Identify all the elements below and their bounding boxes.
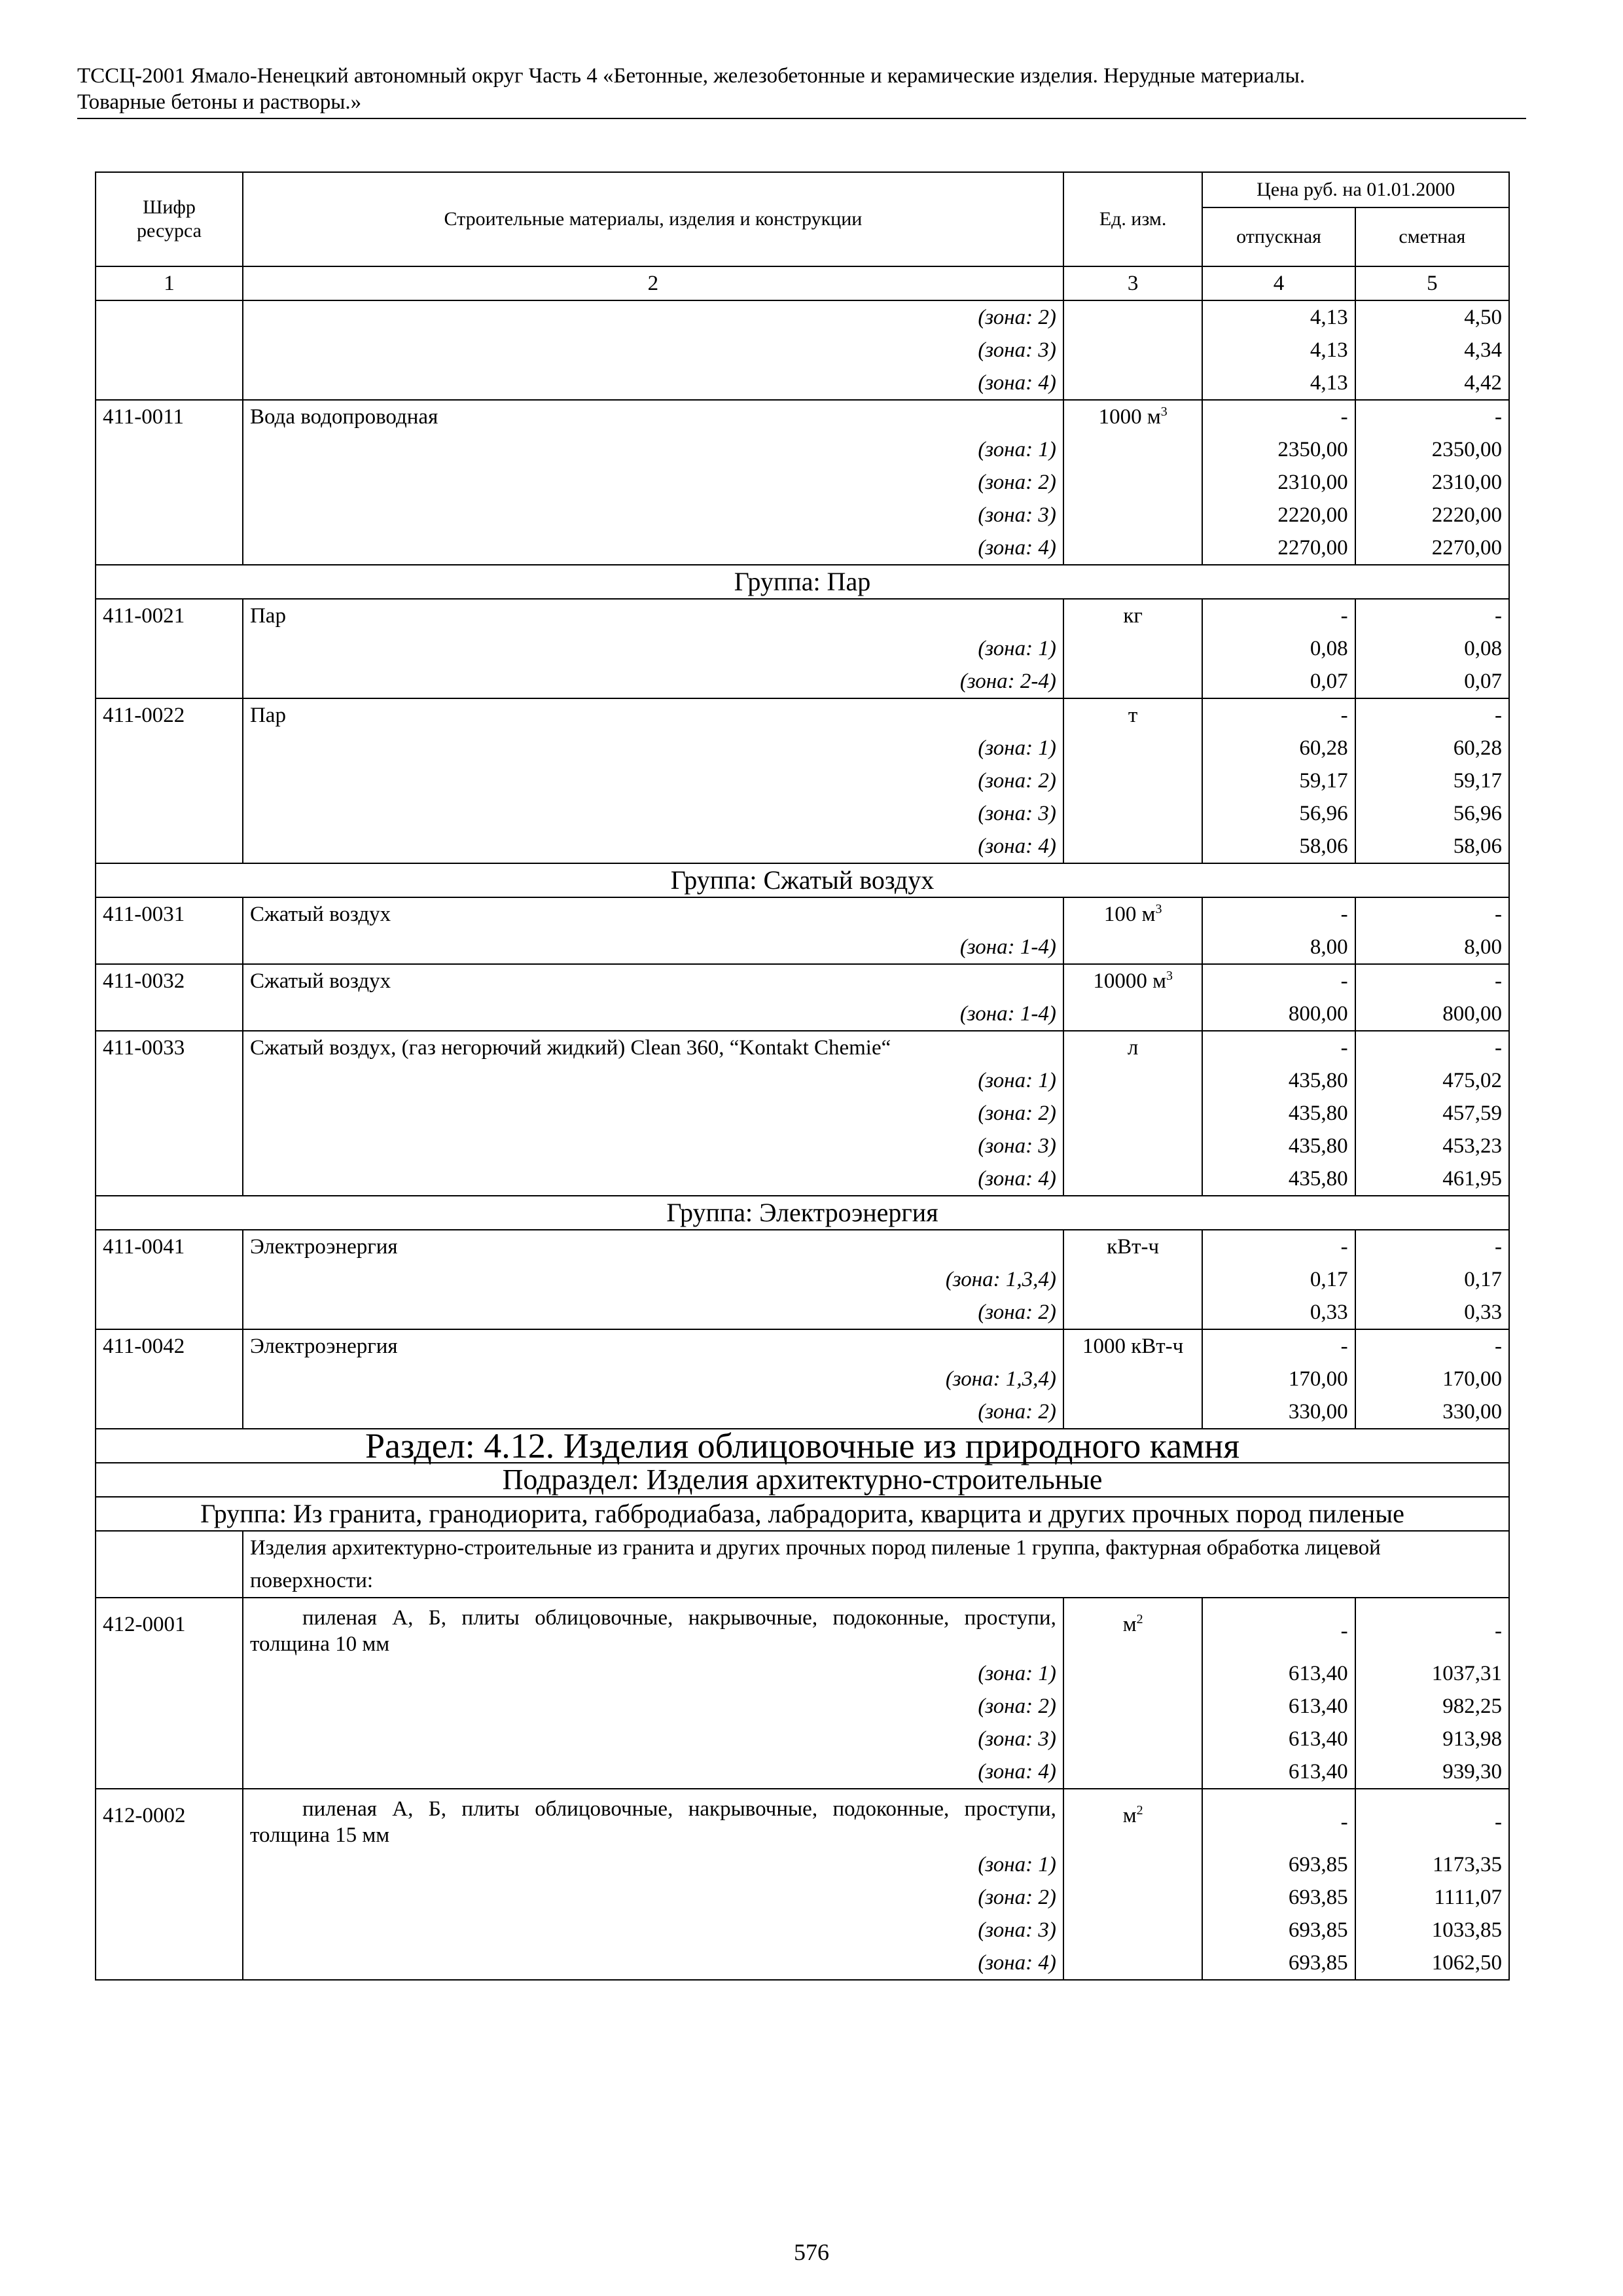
release-price: 330,00 xyxy=(1202,1395,1355,1429)
col-number: 3 xyxy=(1063,266,1203,300)
item-unit: л xyxy=(1063,1031,1203,1064)
release-price: - xyxy=(1202,1598,1355,1657)
estimate-price: 2270,00 xyxy=(1355,531,1509,565)
item-row xyxy=(96,1789,1509,1848)
group-description: Изделия архитектурно-строительные из гранита и других прочных пород пиленые 1 группа, фактурная обработка лицевой поверхности: xyxy=(243,1531,1509,1598)
col-estimate-header: сметная xyxy=(1355,207,1509,266)
estimate-price: 939,30 xyxy=(1355,1755,1509,1789)
release-price: - xyxy=(1202,599,1355,632)
col-number: 4 xyxy=(1202,266,1355,300)
item-row xyxy=(96,400,1509,433)
col-code-header: Шифр ресурса xyxy=(96,172,243,266)
estimate-price: 0,33 xyxy=(1355,1296,1509,1329)
zone-row xyxy=(96,1097,1509,1130)
item-row xyxy=(96,698,1509,732)
group-heading xyxy=(96,1196,1509,1230)
group-heading xyxy=(96,1497,1509,1531)
release-price: 4,13 xyxy=(1202,334,1355,367)
estimate-price: 4,42 xyxy=(1355,367,1509,400)
release-price: 170,00 xyxy=(1202,1363,1355,1395)
item-code: 411-0031 xyxy=(96,897,243,931)
item-row xyxy=(96,1230,1509,1263)
zone-row xyxy=(96,1755,1509,1789)
estimate-price: 0,07 xyxy=(1355,665,1509,698)
release-price: 56,96 xyxy=(1202,797,1355,830)
estimate-price: - xyxy=(1355,400,1509,433)
zone-row xyxy=(96,665,1509,698)
zone-row xyxy=(96,1162,1509,1196)
release-price: 8,00 xyxy=(1202,931,1355,964)
zone-label: (зона: 1-4) xyxy=(243,997,1063,1031)
item-unit: 10000 $м^3$ xyxy=(1063,964,1203,997)
estimate-price: 2220,00 xyxy=(1355,499,1509,531)
estimate-price: - xyxy=(1355,1230,1509,1263)
zone-label: (зона: 1) xyxy=(243,632,1063,665)
zone-label: (зона: 2) xyxy=(243,1881,1063,1914)
zone-row xyxy=(96,466,1509,499)
estimate-price: 59,17 xyxy=(1355,764,1509,797)
price-table xyxy=(95,171,1510,1981)
group-title: Группа: Пар xyxy=(96,565,1509,599)
release-price: 0,17 xyxy=(1202,1263,1355,1296)
col-number: 5 xyxy=(1355,266,1509,300)
zone-label: (зона: 3) xyxy=(243,334,1063,367)
item-code: 412-0002 xyxy=(96,1789,243,1848)
item-row xyxy=(96,1031,1509,1064)
estimate-price: 330,00 xyxy=(1355,1395,1509,1429)
release-price: 0,07 xyxy=(1202,665,1355,698)
estimate-price: 0,17 xyxy=(1355,1263,1509,1296)
zone-row xyxy=(96,433,1509,466)
zone-label: (зона: 4) xyxy=(243,367,1063,400)
zone-row xyxy=(96,300,1509,334)
zone-row xyxy=(96,931,1509,964)
item-name: Пар xyxy=(243,599,1063,632)
group-heading xyxy=(96,565,1509,599)
estimate-price: 800,00 xyxy=(1355,997,1509,1031)
zone-label: (зона: 2) xyxy=(243,1690,1063,1723)
release-price: - xyxy=(1202,897,1355,931)
item-unit: кВт-ч xyxy=(1063,1230,1203,1263)
zone-label: (зона: 2) xyxy=(243,300,1063,334)
item-name: Сжатый воздух xyxy=(243,964,1063,997)
estimate-price: 1111,07 xyxy=(1355,1881,1509,1914)
release-price: - xyxy=(1202,1789,1355,1848)
zone-row xyxy=(96,1914,1509,1946)
release-price: 2220,00 xyxy=(1202,499,1355,531)
release-price: 435,80 xyxy=(1202,1097,1355,1130)
zone-row xyxy=(96,1363,1509,1395)
release-price: 613,40 xyxy=(1202,1690,1355,1723)
release-price: 693,85 xyxy=(1202,1914,1355,1946)
release-price: - xyxy=(1202,698,1355,732)
release-price: 613,40 xyxy=(1202,1657,1355,1690)
section-title: Раздел: 4.12. Изделия облицовочные из природного камня xyxy=(96,1429,1509,1463)
release-price: - xyxy=(1202,964,1355,997)
item-code: 411-0042 xyxy=(96,1329,243,1363)
estimate-price: 1033,85 xyxy=(1355,1914,1509,1946)
zone-label: (зона: 1,3,4) xyxy=(243,1363,1063,1395)
zone-label: (зона: 3) xyxy=(243,499,1063,531)
release-price: 58,06 xyxy=(1202,830,1355,863)
item-name: Сжатый воздух xyxy=(243,897,1063,931)
zone-row xyxy=(96,334,1509,367)
item-row xyxy=(96,897,1509,931)
header-line-1: ТССЦ-2001 Ямало-Ненецкий автономный округ Часть 4 «Бетонные, железобетонные и керамические изделия. Нерудные материалы. xyxy=(77,64,1306,88)
release-price: 800,00 xyxy=(1202,997,1355,1031)
col-release-header: отпускная xyxy=(1202,207,1355,266)
item-unit: $м^2$ xyxy=(1063,1789,1203,1848)
section-heading xyxy=(96,1429,1509,1463)
estimate-price: 1173,35 xyxy=(1355,1848,1509,1881)
zone-row xyxy=(96,1657,1509,1690)
zone-row xyxy=(96,1263,1509,1296)
release-price: 613,40 xyxy=(1202,1755,1355,1789)
group-title: Группа: Электроэнергия xyxy=(96,1196,1509,1230)
table-header xyxy=(96,172,1509,300)
item-row xyxy=(96,599,1509,632)
release-price: 0,08 xyxy=(1202,632,1355,665)
estimate-price: 4,50 xyxy=(1355,300,1509,334)
col-name-header: Строительные материалы, изделия и конструкции xyxy=(243,172,1063,266)
release-price: 693,85 xyxy=(1202,1946,1355,1980)
estimate-price: 56,96 xyxy=(1355,797,1509,830)
estimate-price: - xyxy=(1355,897,1509,931)
item-name: Электроэнергия xyxy=(243,1230,1063,1263)
zone-label: (зона: 1) xyxy=(243,433,1063,466)
zone-label: (зона: 2) xyxy=(243,764,1063,797)
item-code: 411-0041 xyxy=(96,1230,243,1263)
item-unit: кг xyxy=(1063,599,1203,632)
item-row xyxy=(96,1329,1509,1363)
zone-label: (зона: 1) xyxy=(243,1064,1063,1097)
zone-row xyxy=(96,499,1509,531)
release-price: 613,40 xyxy=(1202,1723,1355,1755)
zone-row xyxy=(96,1723,1509,1755)
group-heading xyxy=(96,863,1509,897)
column-number-row xyxy=(96,266,1509,300)
zone-row xyxy=(96,1881,1509,1914)
zone-row xyxy=(96,1395,1509,1429)
release-price: - xyxy=(1202,1031,1355,1064)
page-number: 576 xyxy=(794,2239,829,2265)
zone-label: (зона: 3) xyxy=(243,1130,1063,1162)
zone-label: (зона: 1-4) xyxy=(243,931,1063,964)
item-row xyxy=(96,964,1509,997)
zone-label: (зона: 4) xyxy=(243,1946,1063,1980)
item-code: 411-0011 xyxy=(96,400,243,433)
estimate-price: - xyxy=(1355,599,1509,632)
release-price: - xyxy=(1202,400,1355,433)
item-unit: т xyxy=(1063,698,1203,732)
release-price: 435,80 xyxy=(1202,1130,1355,1162)
release-price: 2310,00 xyxy=(1202,466,1355,499)
item-code: 411-0022 xyxy=(96,698,243,732)
zone-label: (зона: 3) xyxy=(243,1723,1063,1755)
item-code: 411-0033 xyxy=(96,1031,243,1064)
zone-row xyxy=(96,632,1509,665)
release-price: 2270,00 xyxy=(1202,531,1355,565)
zone-row xyxy=(96,1296,1509,1329)
item-name: Вода водопроводная xyxy=(243,400,1063,433)
header-line-2: Товарные бетоны и растворы.» xyxy=(77,90,362,114)
release-price: - xyxy=(1202,1230,1355,1263)
zone-label: (зона: 1) xyxy=(243,1657,1063,1690)
item-name: пиленая А, Б, плиты облицовочные, накрывочные, подоконные, проступи, толщина 15 мм xyxy=(243,1789,1063,1848)
zone-row xyxy=(96,732,1509,764)
estimate-price: 2350,00 xyxy=(1355,433,1509,466)
group-title: Группа: Из гранита, гранодиорита, габбродиабаза, лабрадорита, кварцита и других прочных пород пиленые xyxy=(96,1497,1509,1531)
col-number: 1 xyxy=(96,266,243,300)
estimate-price: 58,06 xyxy=(1355,830,1509,863)
estimate-price: 453,23 xyxy=(1355,1130,1509,1162)
estimate-price: - xyxy=(1355,1598,1509,1657)
zone-label: (зона: 4) xyxy=(243,1162,1063,1196)
release-price: 4,13 xyxy=(1202,300,1355,334)
zone-label: (зона: 4) xyxy=(243,830,1063,863)
zone-label: (зона: 1,3,4) xyxy=(243,1263,1063,1296)
zone-row xyxy=(96,1690,1509,1723)
group-title: Группа: Сжатый воздух xyxy=(96,863,1509,897)
zone-row xyxy=(96,1848,1509,1881)
estimate-price: 982,25 xyxy=(1355,1690,1509,1723)
item-name: Электроэнергия xyxy=(243,1329,1063,1363)
estimate-price: - xyxy=(1355,1031,1509,1064)
zone-label: (зона: 2) xyxy=(243,1395,1063,1429)
running-header xyxy=(77,63,1526,119)
estimate-price: 913,98 xyxy=(1355,1723,1509,1755)
item-row xyxy=(96,1598,1509,1657)
zone-label: (зона: 3) xyxy=(243,797,1063,830)
zone-row xyxy=(96,1946,1509,1980)
estimate-price: 60,28 xyxy=(1355,732,1509,764)
zone-label: (зона: 2) xyxy=(243,1097,1063,1130)
estimate-price: 461,95 xyxy=(1355,1162,1509,1196)
zone-row xyxy=(96,1130,1509,1162)
estimate-price: 0,08 xyxy=(1355,632,1509,665)
release-price: 435,80 xyxy=(1202,1162,1355,1196)
item-unit: 1000 кВт-ч xyxy=(1063,1329,1203,1363)
zone-label: (зона: 2) xyxy=(243,466,1063,499)
release-price: - xyxy=(1202,1329,1355,1363)
zone-row xyxy=(96,531,1509,565)
item-name: пиленая А, Б, плиты облицовочные, накрывочные, подоконные, проступи, толщина 10 мм xyxy=(243,1598,1063,1657)
description-row xyxy=(96,1531,1509,1598)
estimate-price: - xyxy=(1355,964,1509,997)
zone-label: (зона: 1) xyxy=(243,1848,1063,1881)
zone-row xyxy=(96,1064,1509,1097)
item-unit: 100 $м^3$ xyxy=(1063,897,1203,931)
zone-row xyxy=(96,830,1509,863)
zone-row xyxy=(96,997,1509,1031)
zone-label: (зона: 2-4) xyxy=(243,665,1063,698)
estimate-price: 8,00 xyxy=(1355,931,1509,964)
zone-label: (зона: 2) xyxy=(243,1296,1063,1329)
item-unit: 1000 $м^3$ xyxy=(1063,400,1203,433)
estimate-price: - xyxy=(1355,1329,1509,1363)
zone-label: (зона: 3) xyxy=(243,1914,1063,1946)
item-code: 411-0032 xyxy=(96,964,243,997)
release-price: 4,13 xyxy=(1202,367,1355,400)
item-name: Сжатый воздух, (газ негорючий жидкий) Clean 360, “Kontakt Chemie“ xyxy=(243,1031,1063,1064)
release-price: 0,33 xyxy=(1202,1296,1355,1329)
estimate-price: 4,34 xyxy=(1355,334,1509,367)
estimate-price: - xyxy=(1355,698,1509,732)
subsection-title: Подраздел: Изделия архитектурно-строительные xyxy=(96,1463,1509,1497)
estimate-price: - xyxy=(1355,1789,1509,1848)
zone-row xyxy=(96,764,1509,797)
zone-row xyxy=(96,797,1509,830)
estimate-price: 475,02 xyxy=(1355,1064,1509,1097)
release-price: 2350,00 xyxy=(1202,433,1355,466)
release-price: 60,28 xyxy=(1202,732,1355,764)
release-price: 59,17 xyxy=(1202,764,1355,797)
release-price: 693,85 xyxy=(1202,1881,1355,1914)
release-price: 435,80 xyxy=(1202,1064,1355,1097)
zone-label: (зона: 4) xyxy=(243,531,1063,565)
subsection-heading xyxy=(96,1463,1509,1497)
col-number: 2 xyxy=(243,266,1063,300)
estimate-price: 170,00 xyxy=(1355,1363,1509,1395)
item-code: 412-0001 xyxy=(96,1598,243,1657)
col-unit-header: Ед. изм. xyxy=(1063,172,1203,266)
zone-row xyxy=(96,367,1509,400)
col-price-header: Цена руб. на 01.01.2000 xyxy=(1202,172,1509,207)
estimate-price: 1062,50 xyxy=(1355,1946,1509,1980)
item-code: 411-0021 xyxy=(96,599,243,632)
release-price: 693,85 xyxy=(1202,1848,1355,1881)
estimate-price: 457,59 xyxy=(1355,1097,1509,1130)
item-unit: $м^2$ xyxy=(1063,1598,1203,1657)
zone-label: (зона: 1) xyxy=(243,732,1063,764)
estimate-price: 1037,31 xyxy=(1355,1657,1509,1690)
zone-label: (зона: 4) xyxy=(243,1755,1063,1789)
item-name: Пар xyxy=(243,698,1063,732)
estimate-price: 2310,00 xyxy=(1355,466,1509,499)
